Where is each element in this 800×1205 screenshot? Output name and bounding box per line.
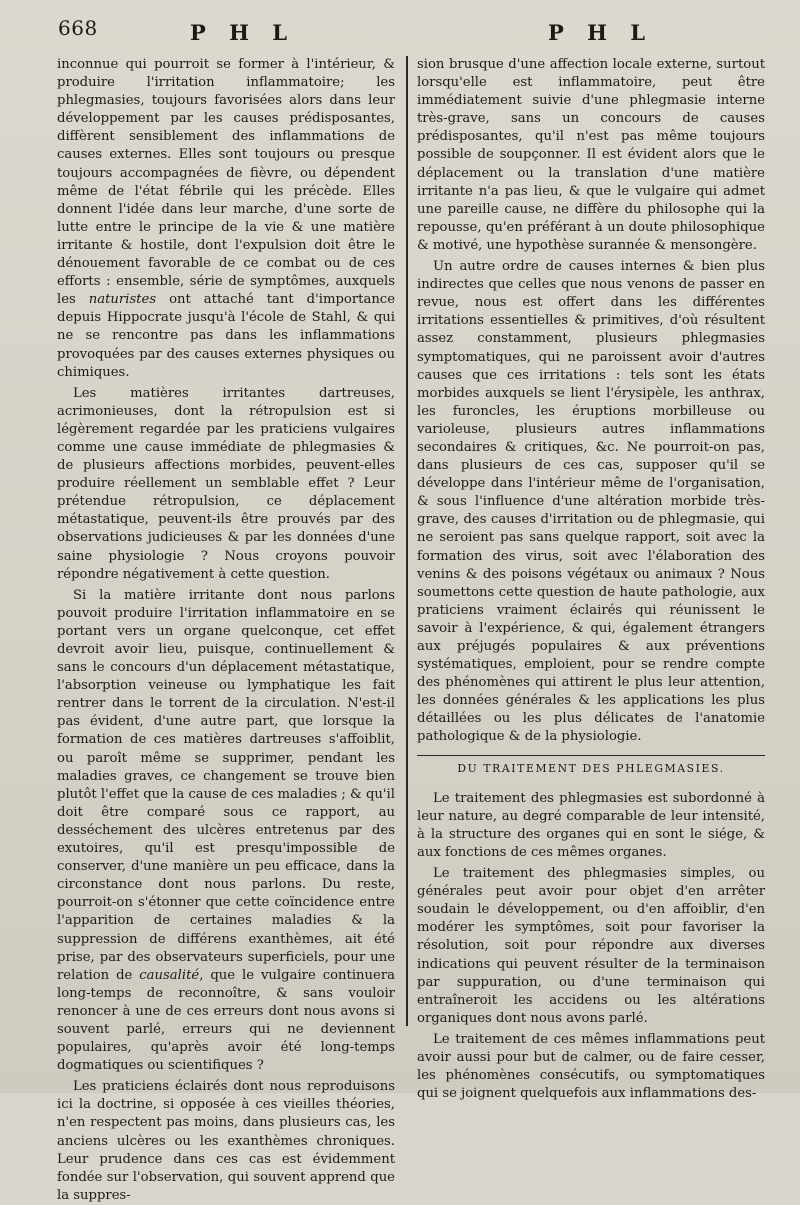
left-column xyxy=(57,56,396,1203)
left-paragraph-3: Si la matière irritante dont nous parlons pouvoit produire l'irritation inflammatoire en se portant vers un organe quelconque, cet effet devroit avoir lieu, puisque, continuellement & sans le concours d'un déplacement métastatique, l'absorption veineuse ou lymphatique les fait rentrer dans le torrent de la circulation. N'est-il pas évident, d'une autre part, que lorsque la formation de ces matières dartreuses s'affoiblit, ou paroît même se supprimer, pendant les maladies graves, ce changement se trouve bien plutôt l'effet que la cause de ces maladies ; & qu'il doit être comparé sous ce rapport, au desséchement des ulcères entretenus par des exutoires, qu'il est presqu'impossible de conserver, d'une manière un peu efficace, dans la circonstance dont nous parlons. Du reste, pourroit-on s'étonner que cette coïncidence entre l'apparition de certaines maladies & la suppression de différens exanthèmes, ait été prise, par des observateurs superficiels, pour une relation de causalité, que le vulgaire continuera long-temps de reconnoître, & sans vouloir renoncer à une de ces erreurs dont nous avons si souvent parlé, erreurs qui ne deviennent populaires, qu'après avoir été long-temps dogmatiques ou scientifiques ? xyxy=(57,587,395,1074)
page-number: 668 xyxy=(58,16,98,40)
right-paragraph-5: Le traitement de ces mêmes inflammations peut avoir aussi pour but de calmer, ou de faire cesser, les phénomènes consécutifs, ou symptomatiques qui se joignent quelquefois aux inflammations des- xyxy=(417,1031,765,1102)
italic-term: causalité xyxy=(139,967,200,983)
left-paragraph-1: inconnue qui pourroit se former à l'intérieur, & produire l'irritation inflammatoire; les phlegmasies, toujours favorisées alors dans leur développement par les causes prédisposantes, diffèrent sensiblement des inflammations de causes externes. Elles sont toujours ou presque toujours accompagnées de fièvre, ou dépendent même de l'état fébrile qui les précède. Elles donnent l'idée dans leur marche, d'une sorte de lutte entre le principe de la vie & une matière irritante & hostile, dont l'expulsion doit être le dénouement favorable de ce combat ou de ces efforts : ensemble, série de symptômes, auxquels les naturistes ont attaché tant d'importance depuis Hippocrate jusqu'à l'école de Stahl, & qui ne se rencontre pas dans les inflammations provoquées par des causes externes physiques ou chimiques. xyxy=(57,57,396,380)
right-paragraph-1: sion brusque d'une affection locale externe, surtout lorsqu'elle est inflammatoire, peut être immédiatement suivie d'une phlegmasie interne très-grave, sans un concours de causes prédisposantes, qu'il n'est pas même toujours possible de soupçonner. Il est évident alors que le déplacement ou la translation d'une matière irritante n'a pas lieu, & que le vulgaire qui admet une pareille cause, ne diffère du philosophe qui la repousse, qu'en préférant à un doute philosophique & motivé, une hypothèse surannée & mensongère. xyxy=(417,57,765,253)
right-paragraph-3: Le traitement des phlegmasies est subordonné à leur nature, au degré comparable de leur intensité, à la structure des organes qui en sont le siége, & aux fonctions de ces mêmes organes. xyxy=(417,790,765,860)
right-column xyxy=(417,56,765,1102)
section-heading: DU TRAITEMENT DES PHLEGMASIES. xyxy=(417,755,765,778)
column-divider xyxy=(406,56,408,1026)
right-paragraph-4: Le traitement des phlegmasies simples, ou générales peut avoir pour objet d'en arrêter soudain le développement, ou d'en affoiblir, d'en modérer les symptômes, soit pour favoriser la résolution, soit pour répondre aux diverses indications qui peuvent résulter de la terminaison par suppuration, ou d'une terminaison qui entraîneroit les accidens ou les altérations organiques dont nous avons parlé. xyxy=(417,866,765,1026)
left-paragraph-2: Les matières irritantes dartreuses, acrimonieuses, dont la rétropulsion est si légèrement regardée par les praticiens vulgaires comme une cause immédiate de phlegmasies & de plusieurs affections morbides, peuvent-elles produire réellement un semblable effet ? Leur prétendue rétropulsion, ce déplacement métastatique, peuvent-ils être prouvés par des observations judicieuses & par les données d'une saine physiologie ? Nous croyons pouvoir répondre négativement à cette question. xyxy=(57,385,395,582)
running-head-right: P H L xyxy=(548,20,654,45)
running-head-left: P H L xyxy=(190,20,296,45)
left-paragraph-4: Les praticiens éclairés dont nous reproduisons ici la doctrine, si opposée à ces vieilles théories, n'en respectent pas moins, dans plusieurs cas, les anciens ulcères ou les exanthèmes chroniques. Leur prudence dans ces cas est évidemment fondée sur l'observation, qui souvent apprend que la suppres- xyxy=(57,1079,395,1203)
italic-term: naturistes xyxy=(88,292,157,308)
right-paragraph-2: Un autre ordre de causes internes & bien plus indirectes que celles que nous venons de passer en revue, nous est offert dans les différentes irritations essentielles & primitives, d'où résultent assez constamment, plusieurs phlegmasies symptomatiques, qui ne paroissent avoir d'autres causes que ces irritations : tels sont les états morbides auxquels se lient l'érysipèle, les anthrax, les furoncles, les éruptions morbilleuse ou varioleuse, plusieurs autres inflammations secondaires & critiques, &c. Ne pourroit-on pas, dans plusieurs de ces cas, supposer qu'il se développe dans l'intérieur même de l'organisation, & sous l'influence d'une altération morbide très-grave, des causes d'irritation ou de phlegmasie, qui ne seroient pas sans quelque rapport, soit avec la formation des virus, soit avec l'élaboration des venins & des poisons végétaux ou animaux ? Nous soumettons cette question de haute pathologie, aux praticiens vraiment éclairés qui réunissent le savoir à l'expérience, & qui, également étrangers aux préjugés populaires & aux préventions systématiques, emploient, pour se rendre compte des phénomènes qui attirent le plus leur attention, les données générales & les applications les plus détaillées ou les plus délicates de l'anatomie pathologique & de la physiologie. xyxy=(417,259,765,745)
